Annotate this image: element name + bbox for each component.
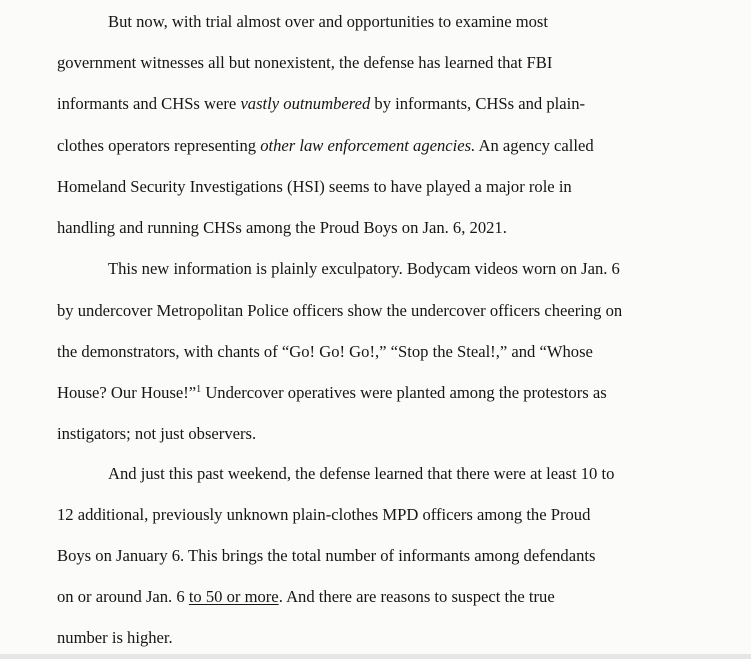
text-run: handling and running CHSs among the Proud Boys on Jan. 6, 2021.: [57, 218, 507, 237]
text-line: [57, 587, 555, 607]
text-run: Undercover operatives were planted among the protestors as: [201, 383, 607, 402]
page-bottom-edge: [0, 654, 751, 659]
text-line: [108, 259, 620, 279]
text-run: government witnesses all but nonexistent, the defense has learned that FBI: [57, 53, 553, 72]
text-run: Homeland Security Investigations (HSI) seems to have played a major role in: [57, 177, 572, 196]
text-line: [108, 464, 614, 484]
underlined-text: to 50 or more: [188, 587, 279, 606]
text-run: 12 additional, previously unknown plain-clothes MPD officers among the Proud: [57, 505, 591, 524]
italic-text: vastly outnumbered: [240, 94, 371, 113]
text-line: [57, 505, 590, 525]
text-line: [57, 424, 256, 444]
text-line: [57, 177, 572, 197]
text-line: [57, 628, 173, 648]
text-run: the demonstrators, with chants of “Go! Go! Go!,” “Stop the Steal!,” and “Whose: [57, 342, 593, 361]
text-line: [57, 94, 585, 114]
text-run: clothes operators representing: [57, 136, 261, 155]
text-line: [57, 546, 595, 566]
text-line: [57, 136, 594, 156]
text-run: on or around Jan. 6: [57, 587, 189, 606]
text-run: by informants, CHSs and plain-: [370, 94, 586, 113]
text-run: But now, with trial almost over and opportunities to examine most: [108, 12, 548, 31]
text-line: [57, 342, 593, 362]
text-run: number is higher.: [57, 628, 173, 647]
text-run: This new information is plainly exculpatory. Bodycam videos worn on Jan. 6: [108, 259, 620, 278]
text-line: [108, 12, 548, 32]
text-run: informants and CHSs were: [57, 94, 241, 113]
text-line: [57, 218, 507, 238]
text-run: instigators; not just observers.: [57, 424, 257, 443]
text-run: House? Our House!”: [57, 383, 197, 402]
text-run: . And there are reasons to suspect the true: [278, 587, 555, 606]
footnote-marker[interactable]: 1: [196, 384, 202, 395]
text-run: An agency called: [475, 136, 594, 155]
text-run: Boys on January 6. This brings the total number of informants among defendants: [57, 546, 596, 565]
text-line: [57, 53, 552, 73]
text-line: [57, 383, 607, 403]
text-line: [57, 301, 622, 321]
text-run: by undercover Metropolitan Police officers show the undercover officers cheering on: [57, 301, 623, 320]
text-run: And just this past weekend, the defense learned that there were at least 10 to: [108, 464, 615, 483]
italic-text: other law enforcement agencies.: [260, 136, 476, 155]
